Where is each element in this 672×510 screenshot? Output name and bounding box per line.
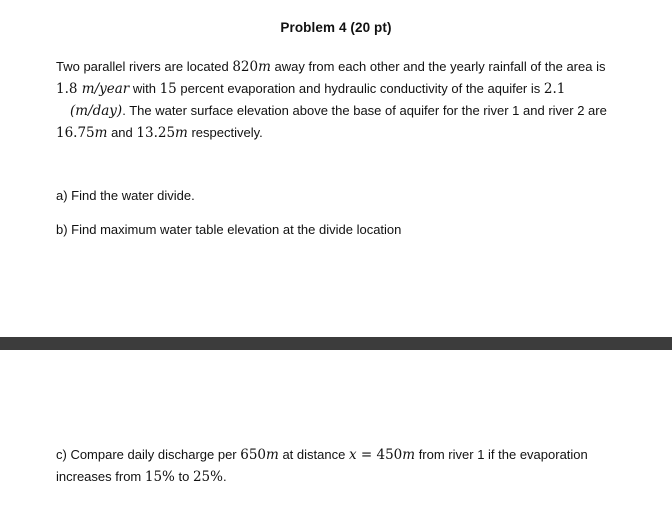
page-break-divider [0,337,672,350]
statement-line-4 [56,122,642,144]
problem-statement [56,56,642,144]
part-c-line-1 [56,444,642,466]
rainfall-unit: m/year [81,81,130,97]
conductivity-unit: (m/day) [70,103,123,119]
part-c-text: at distance [278,447,349,462]
problem-title: Problem 4 (20 pt) [280,20,392,35]
statement-line-3 [56,100,642,122]
x-distance-unit: m [402,447,416,463]
statement-text: respectively. [187,125,263,140]
x-distance-value: 450 [376,447,403,463]
part-c-text: increases from [56,469,145,484]
statement-line-1 [56,56,642,78]
distance-variable: x [348,447,357,463]
part-c-text: to [174,469,193,484]
river2-elevation-value: 13.25 [136,125,176,141]
part-c-text: . [222,469,227,484]
statement-text: percent evaporation and hydraulic conductivity of the aquifer is [176,81,544,96]
distance-value: 820 [232,59,259,75]
width-unit: m [266,447,279,463]
statement-text: and [107,125,137,140]
part-b: b) Find maximum water table elevation at the divide location [56,222,402,237]
river1-elevation-value: 16.75 [56,125,95,141]
statement-line-2 [56,78,642,100]
part-c-text: c) Compare daily discharge per [56,447,241,462]
evaporation-old-value: 15% [144,469,175,485]
part-a: a) Find the water divide. [56,188,195,203]
river2-elevation-unit: m [175,125,188,141]
part-c-line-2 [56,466,642,488]
statement-text: with [129,81,160,96]
statement-text: Two parallel rivers are located [56,59,233,74]
width-value: 650 [240,447,267,463]
distance-unit: m [258,59,271,75]
rainfall-value: 1.8 [56,81,82,97]
statement-text: . The water surface elevation above the base of aquifer for the river 1 and river 2 are [122,103,607,118]
equals-sign: = [356,447,377,463]
conductivity-value: 2.1 [543,81,566,97]
river1-elevation-unit: m [94,125,108,141]
statement-text: away from each other and the yearly rainfall of the area is [270,59,606,74]
part-c [56,444,642,488]
evaporation-value: 15 [159,81,177,97]
part-c-text: from river 1 if the evaporation [415,447,588,462]
evaporation-new-value: 25% [192,469,223,485]
